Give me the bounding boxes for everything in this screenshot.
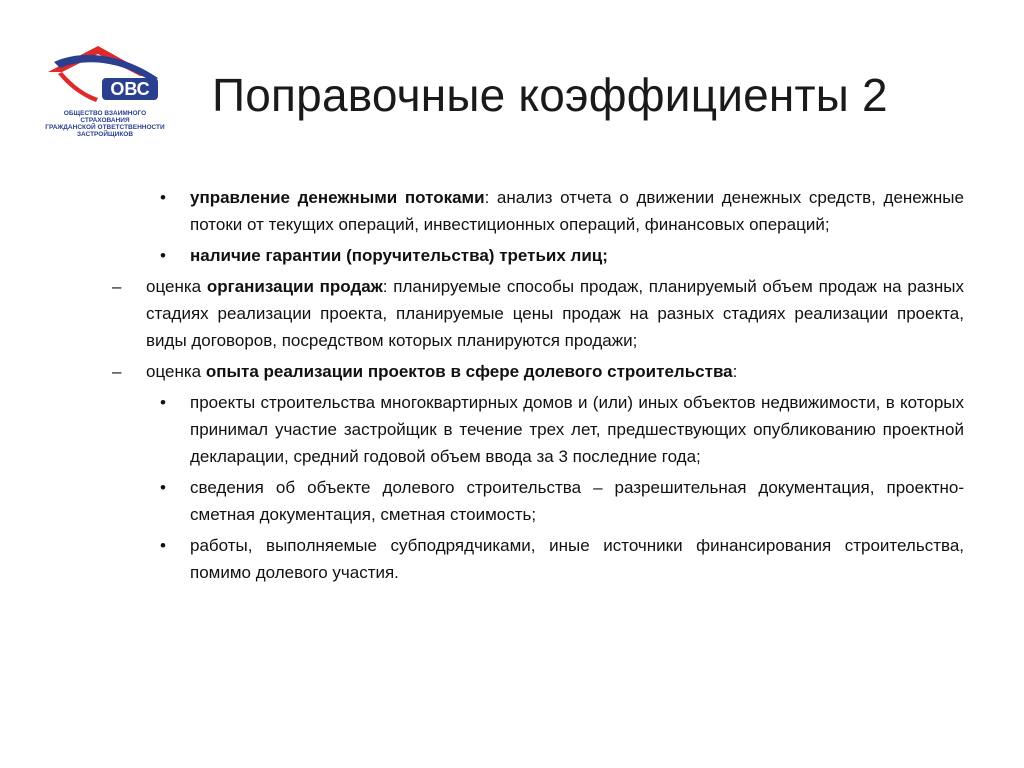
bullet-marker: • [160, 393, 166, 412]
logo-caption: ОБЩЕСТВО ВЗАИМНОГО СТРАХОВАНИЯ ГРАЖДАНСКОЙ ОТВЕТСТВЕННОСТИ ЗАСТРОЙЩИКОВ [45, 110, 165, 138]
bullet-marker: • [160, 536, 166, 555]
bullet-marker: • [160, 478, 166, 497]
bullet-marker: • [160, 188, 166, 207]
logo-abbr: ОВС [110, 79, 150, 99]
bullet-marker: • [160, 246, 166, 265]
slide-title: Поправочные коэффициенты 2 [212, 69, 888, 121]
company-logo [40, 42, 170, 142]
dash-marker: – [112, 277, 122, 296]
logo-emblem-icon [40, 42, 170, 108]
list-item [112, 358, 964, 385]
list-item [112, 532, 964, 586]
dash-marker: – [112, 362, 122, 381]
list-item-text: работы, выполняемые субподрядчиками, иные источники финансирования строительства, помимо долевого участия. [190, 536, 964, 582]
list-item-text: оценка организации продаж: планируемые способы продаж, планируемый объем продаж на разных стадиях реализации проекта, планируемые цены продаж на разных стадиях реализации проекта, виды договоров, посредством которых планируются продажи; [146, 277, 965, 350]
list-item [112, 389, 964, 470]
list-item-text: сведения об объекте долевого строительства – разрешительная документация, проектно-сметная документация, сметная стоимость; [190, 478, 964, 524]
list-item [112, 242, 964, 269]
list-item-text: проекты строительства многоквартирных домов и (или) иных объектов недвижимости, в которых принимал участие застройщик в течение трех лет, предшествующих опубликованию проектной декларации, средний годовой объем ввода за 3 последние года; [190, 393, 964, 466]
slide-content [112, 184, 964, 590]
list-item [112, 474, 964, 528]
list-item-text: управление денежными потоками: анализ отчета о движении денежных средств, денежные потоки от текущих операций, инвестиционных операций, финансовых операций; [190, 188, 964, 234]
list-item-text: оценка опыта реализации проектов в сфере долевого строительства: [146, 362, 738, 381]
list-item [112, 273, 964, 354]
list-item [112, 184, 964, 238]
list-item-text: наличие гарантии (поручительства) третьих лиц; [190, 246, 608, 265]
